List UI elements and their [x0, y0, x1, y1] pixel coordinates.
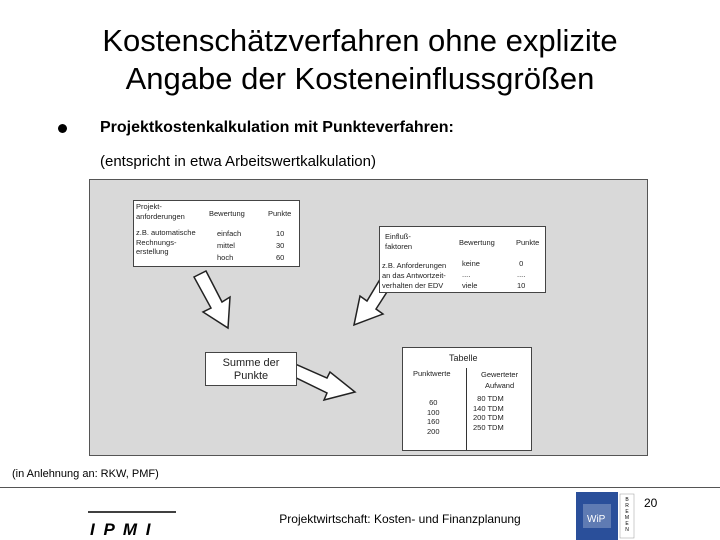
box2-header-points: Punkte [516, 238, 540, 247]
table-effort-values: 80 TDM 140 TDM 200 TDM 250 TDM [473, 394, 504, 432]
wip-logo-side-text: B R E M E N [624, 497, 630, 533]
box1-header-requirements: Projekt- anforderungen [136, 202, 185, 221]
source-credit: (in Anlehnung an: RKW, PMF) [12, 468, 159, 480]
page-number: 20 [644, 496, 658, 510]
sum-of-points-label: Summe der Punkte [222, 357, 280, 382]
box2-cell-rating: keine .... viele [462, 259, 480, 290]
box1-header-rating: Bewertung [209, 209, 245, 218]
sum-of-points-box [205, 352, 297, 386]
sub-text: (entspricht in etwa Arbeitswertkalkulation) [100, 153, 376, 170]
influence-factors-box [379, 226, 546, 293]
footer-rule [0, 487, 720, 488]
box2-header-factors: Einfluß- faktoren [385, 232, 413, 251]
table-label: Tabelle [449, 353, 478, 363]
box2-header-rating: Bewertung [459, 238, 495, 247]
footer-text: Projektwirtschaft: Kosten- und Finanzplanung [279, 512, 521, 526]
diagram-panel [89, 179, 648, 456]
slide-title [0, 22, 720, 98]
table-header-points: Punktwerte [413, 369, 451, 378]
points-table [402, 347, 532, 451]
ipmi-logo-text: I P M I [90, 520, 153, 539]
box1-cell-example: z.B. automatische Rechnungs- erstellung [136, 228, 196, 256]
arrow-down-right-icon [194, 271, 230, 328]
title-line-2: Angabe der Kosteneinflussgrößen [125, 61, 595, 96]
requirements-box [133, 200, 300, 267]
table-points-values: 60 100 160 200 [427, 398, 440, 436]
box1-header-points: Punkte [268, 209, 292, 218]
box1-cell-rating: einfach mittel hoch [217, 229, 242, 262]
wip-logo [576, 492, 638, 540]
table-header-effort: Gewerteter Aufwand [481, 370, 519, 390]
box2-cell-example: z.B. Anforderungen an das Antwortzeit- verhalten der EDV [382, 261, 447, 290]
table-divider [466, 368, 467, 450]
wip-logo-text: WiP [587, 514, 606, 525]
bullet-dot [58, 124, 67, 133]
ipmi-logo [86, 508, 182, 540]
box1-cell-points: 10 30 60 [276, 229, 285, 262]
box2-cell-points: 0 .... 10 [517, 259, 526, 290]
bullet-text: Projektkostenkalkulation mit Punkteverfahren: [100, 119, 454, 136]
title-line-1: Kostenschätzverfahren ohne explizite [102, 23, 618, 58]
